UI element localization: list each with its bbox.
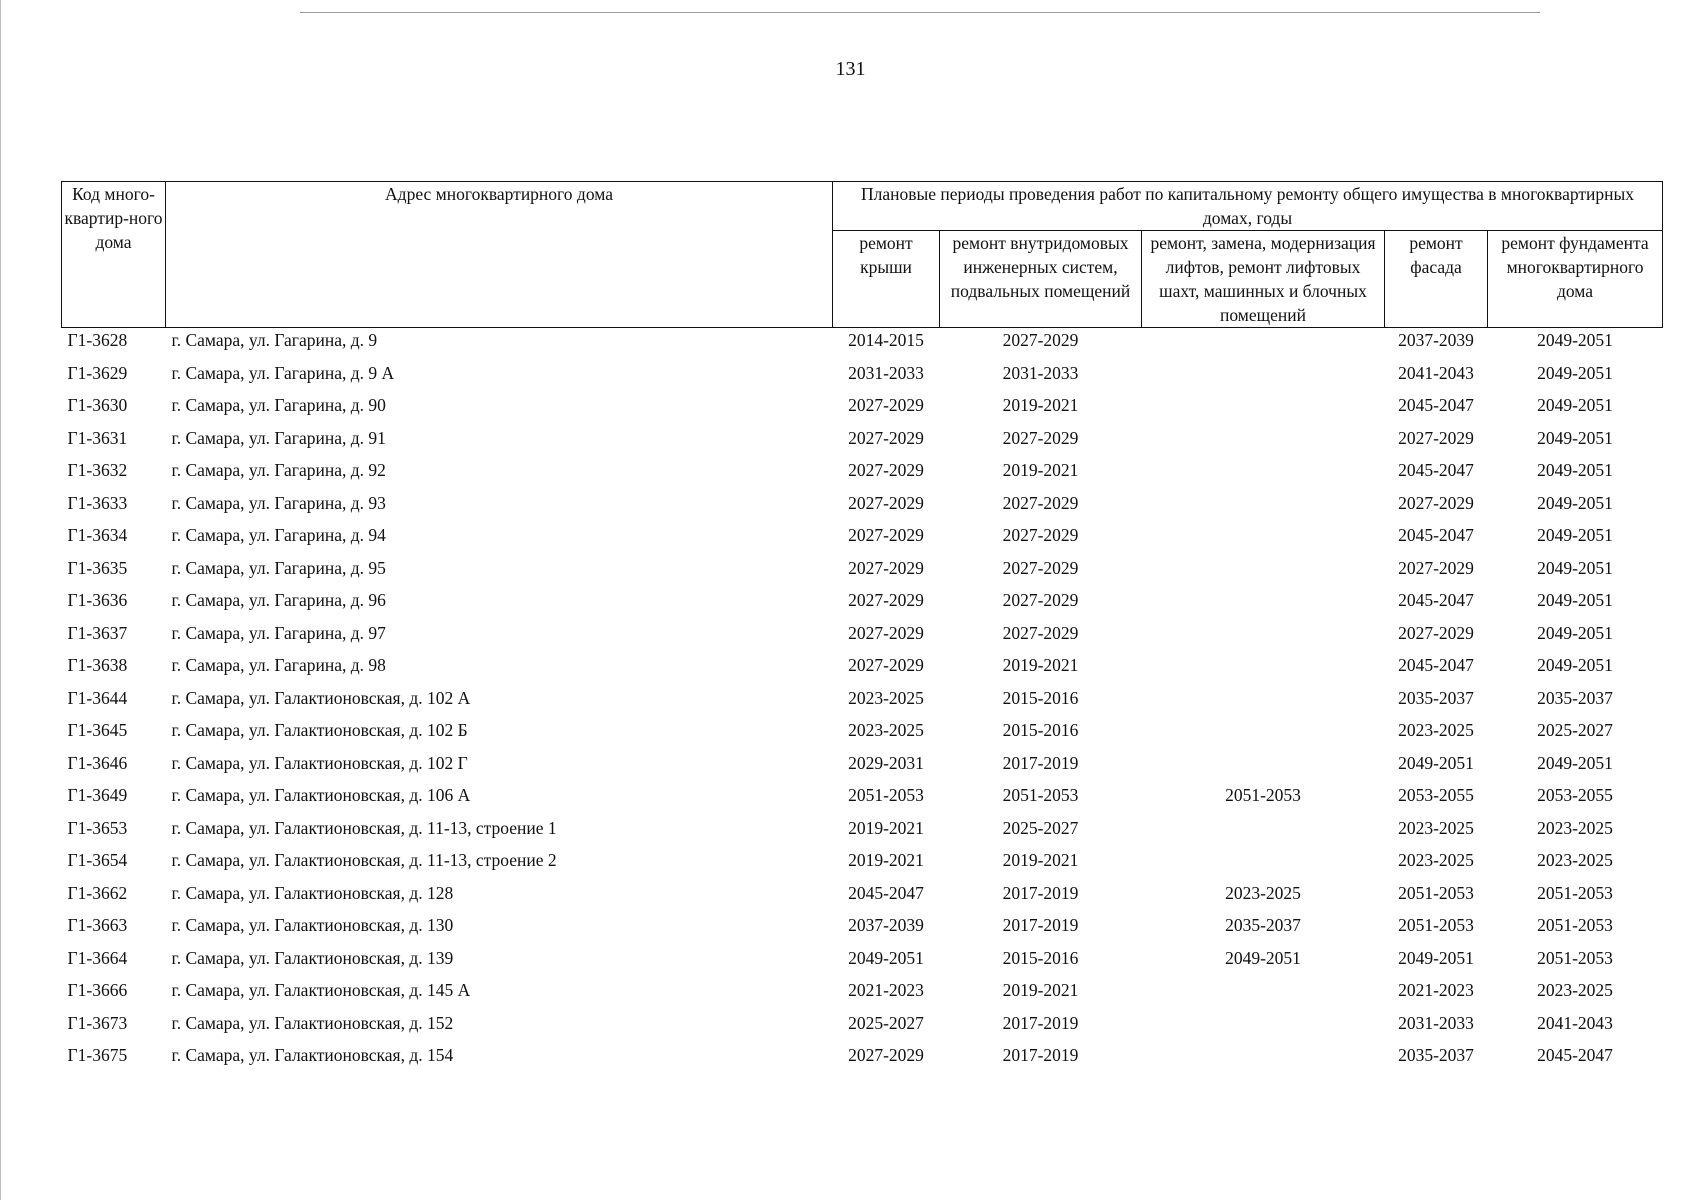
table-row	[62, 1043, 1663, 1076]
cell-foundation: 2049-2051	[1537, 395, 1613, 415]
cell-lifts	[1142, 978, 1385, 1011]
cell-facade: 2045-2047	[1398, 395, 1474, 415]
scan-left-edge	[0, 0, 1, 1200]
table-row	[62, 881, 1663, 914]
cell-roof: 2045-2047	[848, 882, 924, 903]
cell-facade: 2021-2023	[1398, 980, 1474, 1000]
table-row	[62, 1011, 1663, 1044]
cell-engineering: 2027-2029	[1002, 622, 1079, 643]
cell-facade: 2049-2051	[1398, 752, 1474, 773]
cell-lifts	[1142, 816, 1385, 849]
cell-foundation: 2049-2051	[1537, 525, 1613, 545]
table-row	[62, 816, 1663, 849]
cell-facade: 2035-2037	[1398, 687, 1474, 708]
cell-address: г. Самара, ул. Галактионовская, д. 106 А	[171, 785, 471, 805]
cell-address: г. Самара, ул. Галактионовская, д. 11-13, строение 2	[171, 850, 557, 870]
cell-foundation: 2023-2025	[1537, 850, 1613, 870]
cell-facade: 2027-2029	[1398, 557, 1474, 578]
cell-facade: 2051-2053	[1398, 882, 1474, 903]
cell-roof: 2023-2025	[848, 687, 924, 708]
cell-facade: 2027-2029	[1398, 492, 1474, 513]
cell-foundation: 2049-2051	[1537, 590, 1613, 610]
cell-lifts: 2023-2025	[1225, 882, 1301, 903]
cell-engineering: 2019-2021	[1002, 460, 1079, 480]
cell-facade: 2045-2047	[1398, 460, 1474, 480]
cell-foundation: 2051-2053	[1537, 915, 1613, 935]
cell-code: Г1-3663	[67, 915, 128, 935]
cell-roof: 2027-2029	[848, 557, 924, 578]
table-row	[62, 913, 1663, 946]
cell-lifts	[1142, 458, 1385, 491]
cell-lifts	[1142, 1011, 1385, 1044]
cell-lifts: 2049-2051	[1225, 947, 1301, 968]
cell-code: Г1-3638	[67, 655, 128, 675]
header-row-1	[62, 182, 1663, 231]
cell-facade: 2041-2043	[1398, 362, 1474, 383]
cell-code: Г1-3637	[67, 622, 128, 643]
cell-address: г. Самара, ул. Гагарина, д. 97	[171, 622, 386, 643]
repair-schedule-table	[61, 181, 1663, 1076]
cell-foundation: 2049-2051	[1537, 557, 1613, 578]
cell-address: г. Самара, ул. Галактионовская, д. 11-13, строение 1	[171, 817, 557, 838]
cell-facade: 2031-2033	[1398, 1012, 1474, 1033]
cell-address: г. Самара, ул. Галактионовская, д. 145 А	[171, 980, 471, 1000]
table-row	[62, 848, 1663, 881]
cell-code: Г1-3631	[67, 427, 128, 448]
cell-foundation: 2049-2051	[1537, 622, 1613, 643]
cell-engineering: 2015-2016	[1002, 720, 1079, 740]
cell-roof: 2049-2051	[848, 947, 924, 968]
cell-engineering: 2027-2029	[1002, 492, 1079, 513]
cell-address: г. Самара, ул. Гагарина, д. 93	[171, 492, 386, 513]
cell-engineering: 2027-2029	[1002, 557, 1079, 578]
header-address: Адрес многоквартирного дома	[166, 182, 833, 328]
cell-facade: 2045-2047	[1398, 590, 1474, 610]
cell-foundation: 2035-2037	[1537, 687, 1613, 708]
header-engineering: ремонт внутридомовых инженерных систем, подвальных помещений	[940, 231, 1142, 328]
cell-foundation: 2051-2053	[1537, 882, 1613, 903]
cell-facade: 2023-2025	[1398, 817, 1474, 838]
table-row	[62, 458, 1663, 491]
cell-facade: 2045-2047	[1398, 525, 1474, 545]
table-row	[62, 946, 1663, 979]
cell-foundation: 2049-2051	[1537, 362, 1613, 383]
cell-code: Г1-3628	[67, 330, 128, 350]
cell-engineering: 2019-2021	[1002, 655, 1079, 675]
table-row	[62, 556, 1663, 589]
cell-lifts	[1142, 426, 1385, 459]
cell-lifts	[1142, 718, 1385, 751]
table-row	[62, 588, 1663, 621]
cell-roof: 2037-2039	[848, 915, 924, 935]
cell-code: Г1-3662	[67, 882, 128, 903]
cell-address: г. Самара, ул. Гагарина, д. 94	[171, 525, 386, 545]
cell-engineering: 2031-2033	[1002, 362, 1079, 383]
cell-roof: 2027-2029	[848, 655, 924, 675]
cell-engineering: 2019-2021	[1002, 395, 1079, 415]
cell-lifts	[1142, 393, 1385, 426]
cell-facade: 2027-2029	[1398, 622, 1474, 643]
cell-foundation: 2023-2025	[1537, 980, 1613, 1000]
cell-roof: 2027-2029	[848, 622, 924, 643]
cell-engineering: 2019-2021	[1002, 850, 1079, 870]
cell-address: г. Самара, ул. Гагарина, д. 96	[171, 590, 386, 610]
cell-engineering: 2015-2016	[1002, 947, 1079, 968]
cell-code: Г1-3673	[67, 1012, 128, 1033]
table-row	[62, 653, 1663, 686]
cell-roof: 2027-2029	[848, 590, 924, 610]
cell-lifts	[1142, 491, 1385, 524]
cell-code: Г1-3634	[67, 525, 128, 545]
cell-engineering: 2017-2019	[1002, 752, 1079, 773]
cell-code: Г1-3630	[67, 395, 128, 415]
cell-address: г. Самара, ул. Галактионовская, д. 154	[171, 1045, 454, 1065]
cell-code: Г1-3649	[67, 785, 128, 805]
cell-code: Г1-3633	[67, 492, 128, 513]
cell-roof: 2027-2029	[848, 427, 924, 448]
cell-roof: 2027-2029	[848, 492, 924, 513]
table-row	[62, 426, 1663, 459]
cell-foundation: 2023-2025	[1537, 817, 1613, 838]
table-body	[62, 328, 1663, 1076]
cell-lifts	[1142, 588, 1385, 621]
cell-engineering: 2019-2021	[1002, 980, 1079, 1000]
cell-roof: 2025-2027	[848, 1012, 924, 1033]
table-row	[62, 621, 1663, 654]
cell-foundation: 2049-2051	[1537, 427, 1613, 448]
cell-lifts	[1142, 653, 1385, 686]
cell-code: Г1-3666	[67, 980, 128, 1000]
cell-facade: 2037-2039	[1398, 330, 1474, 350]
cell-facade: 2027-2029	[1398, 427, 1474, 448]
cell-foundation: 2051-2053	[1537, 947, 1613, 968]
cell-code: Г1-3653	[67, 817, 128, 838]
cell-lifts	[1142, 751, 1385, 784]
cell-roof: 2027-2029	[848, 460, 924, 480]
cell-foundation: 2053-2055	[1537, 785, 1613, 805]
cell-roof: 2051-2053	[848, 785, 924, 805]
cell-address: г. Самара, ул. Гагарина, д. 91	[171, 427, 386, 448]
cell-engineering: 2027-2029	[1002, 525, 1079, 545]
cell-code: Г1-3629	[67, 362, 128, 383]
cell-address: г. Самара, ул. Гагарина, д. 98	[171, 655, 386, 675]
cell-lifts	[1142, 621, 1385, 654]
table-row	[62, 361, 1663, 394]
table-row	[62, 393, 1663, 426]
cell-foundation: 2041-2043	[1537, 1012, 1613, 1033]
cell-facade: 2023-2025	[1398, 720, 1474, 740]
cell-foundation: 2049-2051	[1537, 752, 1613, 773]
cell-facade: 2053-2055	[1398, 785, 1474, 805]
cell-facade: 2023-2025	[1398, 850, 1474, 870]
table-row	[62, 718, 1663, 751]
table-row	[62, 978, 1663, 1011]
cell-foundation: 2049-2051	[1537, 330, 1613, 350]
cell-address: г. Самара, ул. Галактионовская, д. 128	[171, 882, 454, 903]
cell-lifts	[1142, 1043, 1385, 1076]
cell-facade: 2049-2051	[1398, 947, 1474, 968]
cell-engineering: 2017-2019	[1002, 1045, 1079, 1065]
table-row	[62, 751, 1663, 784]
cell-address: г. Самара, ул. Галактионовская, д. 102 Б	[171, 720, 468, 740]
cell-foundation: 2049-2051	[1537, 492, 1613, 513]
cell-roof: 2023-2025	[848, 720, 924, 740]
header-lifts: ремонт, замена, модернизация лифтов, ремонт лифтовых шахт, машинных и блочных помещений	[1142, 231, 1385, 328]
header-code: Код много-квартир-ного дома	[62, 182, 166, 328]
table-row	[62, 328, 1663, 361]
cell-code: Г1-3654	[67, 850, 128, 870]
cell-engineering: 2027-2029	[1002, 427, 1079, 448]
header-group-periods: Плановые периоды проведения работ по капитальному ремонту общего имущества в многоквартирных домах, годы	[833, 182, 1663, 231]
cell-roof: 2019-2021	[848, 817, 924, 838]
cell-lifts	[1142, 848, 1385, 881]
cell-engineering: 2015-2016	[1002, 687, 1079, 708]
cell-address: г. Самара, ул. Гагарина, д. 9	[171, 330, 378, 350]
cell-address: г. Самара, ул. Галактионовская, д. 130	[171, 915, 454, 935]
cell-address: г. Самара, ул. Галактионовская, д. 139	[171, 947, 454, 968]
cell-roof: 2019-2021	[848, 850, 924, 870]
cell-roof: 2031-2033	[848, 362, 924, 383]
cell-facade: 2035-2037	[1398, 1045, 1474, 1065]
table-header	[62, 182, 1663, 328]
cell-roof: 2027-2029	[848, 395, 924, 415]
cell-code: Г1-3635	[67, 557, 128, 578]
cell-lifts: 2051-2053	[1225, 785, 1301, 805]
cell-lifts: 2035-2037	[1225, 915, 1301, 935]
cell-engineering: 2017-2019	[1002, 1012, 1079, 1033]
cell-roof: 2014-2015	[848, 330, 924, 350]
header-roof: ремонт крыши	[833, 231, 940, 328]
cell-address: г. Самара, ул. Гагарина, д. 95	[171, 557, 386, 578]
cell-foundation: 2049-2051	[1537, 460, 1613, 480]
cell-lifts	[1142, 328, 1385, 361]
cell-address: г. Самара, ул. Галактионовская, д. 102 Г	[171, 752, 468, 773]
cell-address: г. Самара, ул. Гагарина, д. 90	[171, 395, 386, 415]
cell-facade: 2051-2053	[1398, 915, 1474, 935]
cell-engineering: 2027-2029	[1002, 330, 1079, 350]
cell-lifts	[1142, 556, 1385, 589]
header-foundation: ремонт фундамента многоквартирного дома	[1488, 231, 1663, 328]
cell-code: Г1-3675	[67, 1045, 128, 1065]
cell-roof: 2021-2023	[848, 980, 924, 1000]
table-row	[62, 491, 1663, 524]
cell-address: г. Самара, ул. Галактионовская, д. 102 А	[171, 687, 471, 708]
cell-code: Г1-3644	[67, 687, 128, 708]
cell-lifts	[1142, 361, 1385, 394]
cell-lifts	[1142, 686, 1385, 719]
table-row	[62, 523, 1663, 556]
cell-engineering: 2017-2019	[1002, 915, 1079, 935]
cell-code: Г1-3646	[67, 752, 128, 773]
cell-facade: 2045-2047	[1398, 655, 1474, 675]
table-row	[62, 686, 1663, 719]
cell-roof: 2027-2029	[848, 525, 924, 545]
cell-lifts	[1142, 523, 1385, 556]
cell-engineering: 2025-2027	[1002, 817, 1079, 838]
cell-address: г. Самара, ул. Галактионовская, д. 152	[171, 1012, 454, 1033]
table-row	[62, 783, 1663, 816]
page-number: 131	[835, 58, 866, 80]
cell-code: Г1-3664	[67, 947, 128, 968]
cell-code: Г1-3645	[67, 720, 128, 740]
cell-engineering: 2017-2019	[1002, 882, 1079, 903]
cell-address: г. Самара, ул. Гагарина, д. 9 А	[171, 362, 395, 383]
cell-address: г. Самара, ул. Гагарина, д. 92	[171, 460, 386, 480]
cell-roof: 2029-2031	[848, 752, 924, 773]
cell-foundation: 2049-2051	[1537, 655, 1613, 675]
cell-foundation: 2025-2027	[1537, 720, 1613, 740]
cell-code: Г1-3632	[67, 460, 128, 480]
scan-top-rule	[300, 12, 1540, 13]
cell-roof: 2027-2029	[848, 1045, 924, 1065]
cell-code: Г1-3636	[67, 590, 128, 610]
cell-engineering: 2051-2053	[1002, 785, 1079, 805]
cell-engineering: 2027-2029	[1002, 590, 1079, 610]
cell-foundation: 2045-2047	[1537, 1045, 1613, 1065]
header-facade: ремонт фасада	[1385, 231, 1488, 328]
